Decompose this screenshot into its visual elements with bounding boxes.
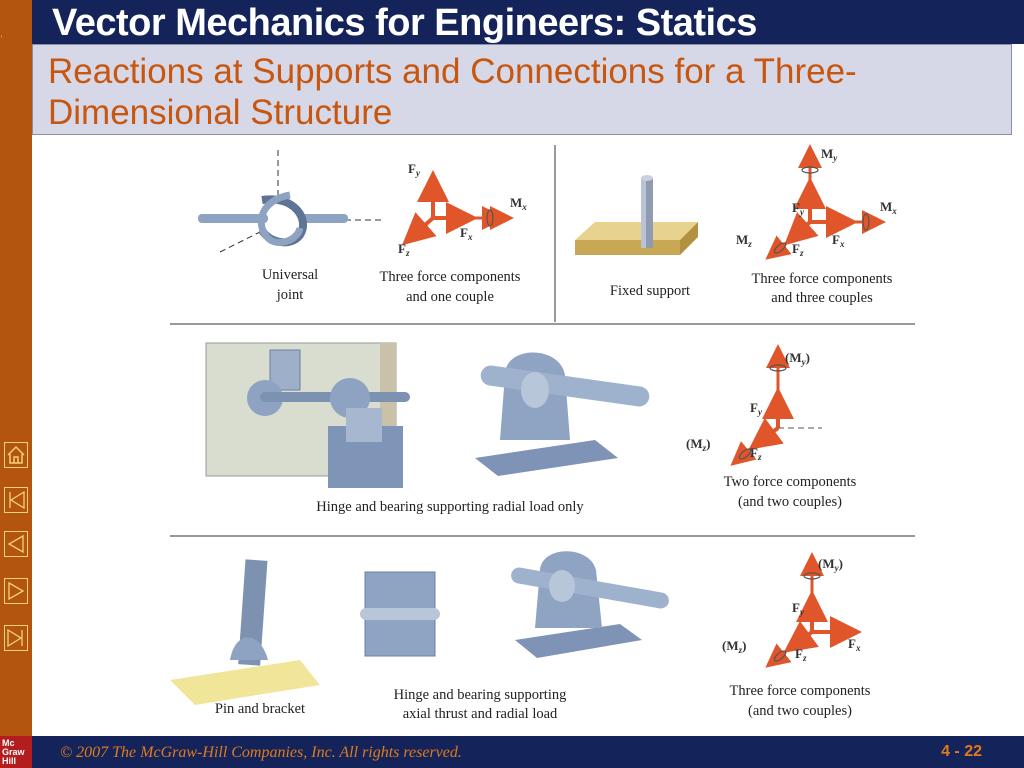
svg-text:(Mz): $(M_z)$ (722, 638, 747, 655)
hinge-radial-caption: Hinge and bearing supporting radial load only (316, 499, 584, 515)
bearing-drawing (475, 353, 651, 477)
page-title: Vector Mechanics for Engineers: Statics (52, 2, 757, 44)
svg-text:Fx: $F_x$ (832, 232, 845, 249)
universal-joint-caption-line1: Universal (261, 267, 319, 283)
svg-text:Fz: $F_z$ (750, 445, 762, 462)
svg-text:Mz: $M_z$ (736, 232, 752, 249)
svg-text:Fz: $F_z$ (795, 646, 807, 663)
fixed-support-reaction-vectors (770, 150, 880, 256)
logo-line2: Graw (2, 747, 25, 757)
pin-bracket-caption: Pin and bracket (214, 701, 306, 717)
svg-text:Fy: $F_y$ (408, 161, 420, 178)
hinge-radial-reaction-vectors (735, 350, 822, 462)
slide-subtitle: Reactions at Supports and Connections for a Three-Dimensional Structure (48, 52, 857, 132)
axial-hinge-drawing (360, 572, 440, 656)
hinge-axial-reaction-vectors (770, 558, 854, 664)
axial-bearing-drawing (510, 551, 670, 658)
last-slide-icon[interactable] (4, 625, 28, 651)
universal-joint-reactions-line1: Three force components (379, 269, 521, 285)
hinge-radial-reactions-line1: Two force components (723, 474, 857, 490)
svg-text:Fy: $F_y$ (750, 400, 762, 417)
logo-line3: Hill (2, 756, 17, 766)
universal-joint-drawing (198, 150, 385, 252)
support-reactions-figure (150, 140, 920, 730)
first-slide-icon[interactable] (4, 487, 28, 513)
svg-text:Fz: $F_z$ (792, 241, 804, 258)
svg-text:Fz: $F_z$ (398, 241, 410, 258)
footer (32, 736, 1024, 768)
fixed-support-reactions-line2: and three couples (771, 290, 873, 306)
svg-text:Fx: $F_x$ (460, 225, 473, 242)
edition-label (1, 2, 31, 62)
universal-joint-reaction-vectors (408, 178, 508, 240)
hinge-axial-reactions-line1: Three force components (729, 683, 871, 699)
previous-slide-icon[interactable] (4, 531, 28, 557)
pin-bracket-drawing (170, 559, 320, 705)
fixed-support-caption: Fixed support (609, 283, 691, 299)
hinge-radial-reactions-line2: (and two couples) (738, 494, 842, 510)
svg-text:Mx: $M_x$ (880, 199, 897, 216)
svg-text:Fy: $F_y$ (792, 600, 804, 617)
hinge-drawing (206, 343, 410, 488)
universal-joint-reactions-line2: and one couple (406, 289, 494, 305)
subtitle-box (32, 44, 1012, 135)
mcgraw-hill-logo (0, 736, 32, 768)
svg-text:(My): $(M_y)$ (785, 350, 810, 367)
next-slide-icon[interactable] (4, 578, 28, 604)
svg-text:(Mz): $(M_z)$ (686, 436, 711, 453)
copyright-notice: © 2007 The McGraw-Hill Companies, Inc. All rights reserved. (60, 744, 462, 761)
hinge-axial-caption-line1: Hinge and bearing supporting (393, 687, 567, 703)
universal-joint-caption-line2: joint (276, 287, 304, 303)
svg-text:My: $M_y$ (821, 146, 838, 163)
fixed-support-drawing (575, 175, 698, 255)
svg-text:Fx: $F_x$ (848, 636, 861, 653)
hinge-axial-caption-line2: axial thrust and radial load (402, 706, 558, 722)
home-icon[interactable] (4, 442, 28, 468)
edition-line2 (1, 27, 2, 62)
svg-text:Mx: $M_x$ (510, 195, 527, 212)
logo-line1: Mc (2, 738, 15, 748)
svg-text:Fy: $F_y$ (792, 200, 804, 217)
page-number: 4 - 22 (941, 743, 982, 760)
svg-text:(My): $(M_y)$ (818, 556, 843, 573)
fixed-support-reactions-line1: Three force components (751, 271, 893, 287)
sidebar (0, 0, 32, 768)
hinge-axial-reactions-line2: (and two couples) (748, 703, 852, 719)
